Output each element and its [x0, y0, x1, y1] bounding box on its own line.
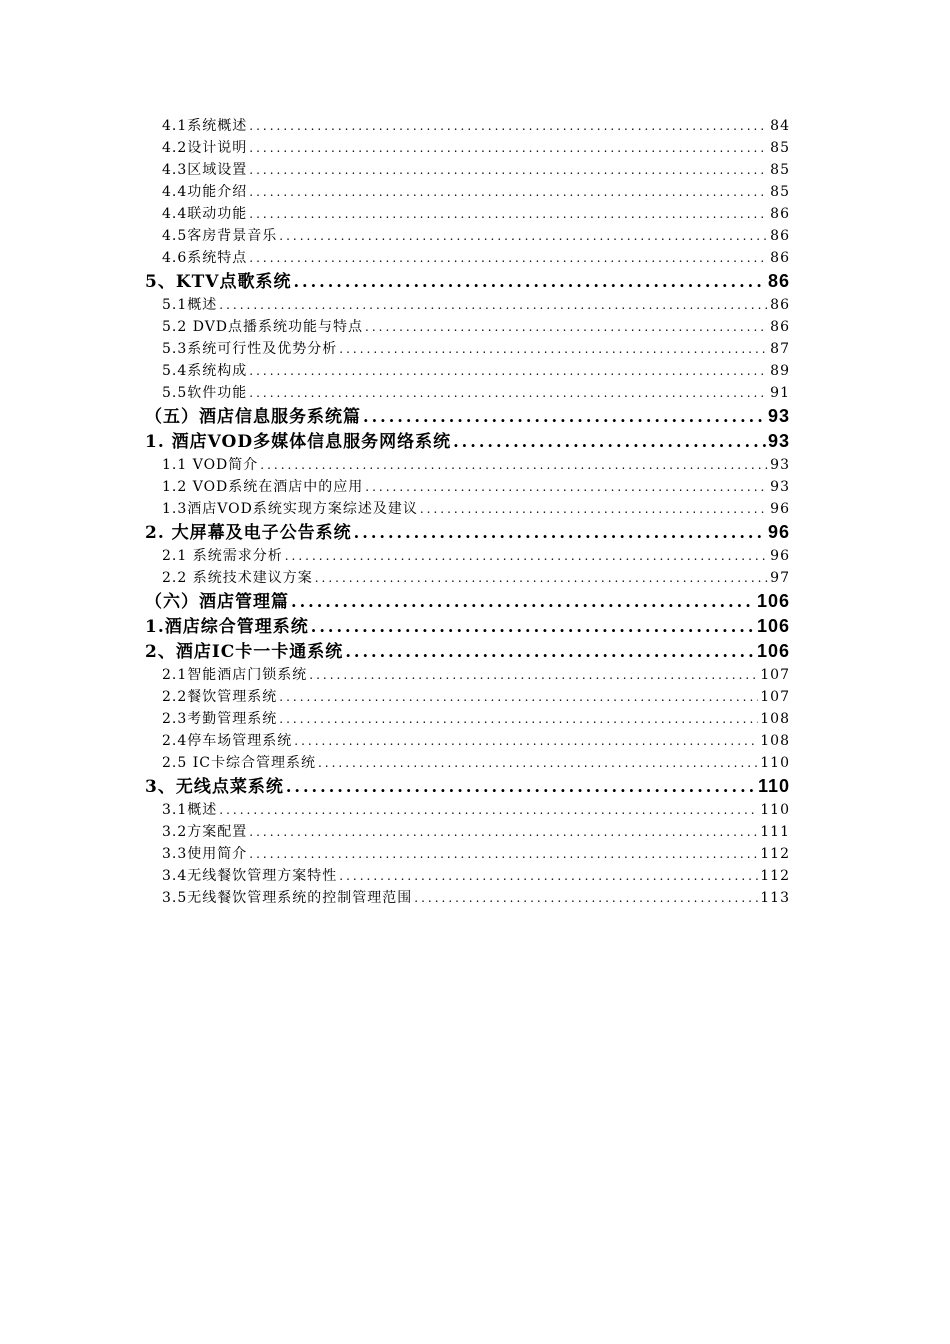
toc-entry-page-number: 110 — [760, 802, 790, 818]
toc-entry-page-number: 86 — [770, 250, 790, 266]
toc-entry-title: 4.1系统概述 — [162, 118, 248, 134]
toc-entry-title: 5.5软件功能 — [162, 385, 248, 401]
toc-heading-entry[interactable] — [145, 520, 790, 545]
toc-entry-page-number: 86 — [770, 228, 790, 244]
toc-entry[interactable] — [145, 203, 790, 225]
toc-entry[interactable] — [145, 454, 790, 476]
toc-entry-page-number: 96 — [770, 501, 790, 517]
dot-leader — [279, 686, 758, 708]
dot-leader — [249, 821, 758, 843]
toc-entry-page-number: 111 — [760, 824, 790, 840]
toc-entry-title: 5、KTV点歌系统 — [145, 272, 292, 292]
dot-leader — [339, 338, 768, 360]
toc-entry[interactable] — [145, 316, 790, 338]
toc-entry-title: 3、无线点菜系统 — [145, 777, 284, 797]
toc-entry-page-number: 84 — [770, 118, 790, 134]
toc-entry[interactable] — [145, 382, 790, 404]
toc-entry[interactable] — [145, 821, 790, 843]
toc-entry[interactable] — [145, 664, 790, 686]
dot-leader — [315, 567, 768, 589]
dot-leader — [365, 476, 768, 498]
dot-leader — [260, 454, 768, 476]
toc-entry-title: 4.2设计说明 — [162, 140, 248, 156]
toc-entry-title: 2.2餐饮管理系统 — [162, 689, 278, 705]
toc-entry-page-number: 86 — [770, 206, 790, 222]
dot-leader — [249, 137, 768, 159]
toc-entry-page-number: 106 — [756, 641, 790, 661]
toc-entry-page-number: 85 — [770, 184, 790, 200]
toc-entry[interactable] — [145, 865, 790, 887]
dot-leader — [249, 203, 768, 225]
toc-entry-title: 4.4功能介绍 — [162, 184, 248, 200]
toc-entry-title: 3.2方案配置 — [162, 824, 248, 840]
toc-entry-title: 1.1 VOD简介 — [162, 457, 259, 473]
toc-entry[interactable] — [145, 686, 790, 708]
toc-entry-page-number: 85 — [770, 140, 790, 156]
dot-leader — [453, 429, 766, 454]
dot-leader — [339, 865, 758, 887]
toc-entry-page-number: 96 — [770, 548, 790, 564]
dot-leader — [249, 159, 768, 181]
dot-leader — [279, 708, 758, 730]
toc-entry-title: 3.5无线餐饮管理系统的控制管理范围 — [162, 890, 413, 906]
dot-leader — [286, 774, 756, 799]
toc-heading-entry[interactable] — [145, 429, 790, 454]
toc-entry[interactable] — [145, 181, 790, 203]
dot-leader — [285, 545, 768, 567]
dot-leader — [249, 843, 758, 865]
table-of-contents — [145, 115, 790, 909]
dot-leader — [291, 589, 755, 614]
toc-heading-entry[interactable] — [145, 589, 790, 614]
dot-leader — [249, 115, 768, 137]
dot-leader — [279, 225, 768, 247]
toc-entry[interactable] — [145, 360, 790, 382]
toc-entry[interactable] — [145, 338, 790, 360]
toc-entry-page-number: 110 — [760, 755, 790, 771]
toc-entry[interactable] — [145, 498, 790, 520]
toc-entry-title: 4.6系统特点 — [162, 250, 248, 266]
dot-leader — [219, 799, 758, 821]
toc-entry-page-number: 97 — [770, 570, 790, 586]
toc-entry-page-number: 112 — [760, 868, 790, 884]
toc-entry-page-number: 106 — [756, 591, 790, 611]
toc-entry-title: 4.4联动功能 — [162, 206, 248, 222]
toc-entry-title: 2.1智能酒店门锁系统 — [162, 667, 308, 683]
toc-entry-title: 5.2 DVD点播系统功能与特点 — [162, 319, 364, 335]
toc-entry-title: 4.5客房背景音乐 — [162, 228, 278, 244]
toc-entry-page-number: 96 — [767, 522, 790, 542]
toc-entry[interactable] — [145, 730, 790, 752]
toc-entry-page-number: 93 — [767, 431, 790, 451]
toc-entry-title: 3.1概述 — [162, 802, 218, 818]
toc-heading-entry[interactable] — [145, 639, 790, 664]
dot-leader — [219, 294, 768, 316]
toc-entry-page-number: 89 — [770, 363, 790, 379]
toc-entry-title: （六）酒店管理篇 — [145, 592, 289, 612]
dot-leader — [249, 247, 768, 269]
toc-entry[interactable] — [145, 225, 790, 247]
toc-entry-page-number: 87 — [770, 341, 790, 357]
toc-entry-title: （五）酒店信息服务系统篇 — [145, 407, 361, 427]
dot-leader — [293, 269, 766, 294]
toc-entry-page-number: 108 — [760, 711, 790, 727]
toc-entry[interactable] — [145, 752, 790, 774]
toc-entry-page-number: 112 — [760, 846, 790, 862]
toc-entry-page-number: 106 — [756, 616, 790, 636]
toc-entry[interactable] — [145, 294, 790, 316]
dot-leader — [318, 752, 758, 774]
toc-entry-page-number: 85 — [770, 162, 790, 178]
toc-entry[interactable] — [145, 476, 790, 498]
toc-entry[interactable] — [145, 115, 790, 137]
toc-entry[interactable] — [145, 887, 790, 909]
toc-entry-title: 2.1 系统需求分析 — [162, 548, 283, 564]
toc-entry[interactable] — [145, 545, 790, 567]
toc-entry[interactable] — [145, 843, 790, 865]
toc-entry-title: 1.3酒店VOD系统实现方案综述及建议 — [162, 501, 418, 517]
toc-entry[interactable] — [145, 247, 790, 269]
toc-entry-title: 5.3系统可行性及优势分析 — [162, 341, 338, 357]
toc-entry-title: 1.2 VOD系统在酒店中的应用 — [162, 479, 364, 495]
toc-entry-page-number: 93 — [770, 479, 790, 495]
toc-entry-title: 3.4无线餐饮管理方案特性 — [162, 868, 338, 884]
toc-entry-title: 2.3考勤管理系统 — [162, 711, 278, 727]
toc-entry-page-number: 110 — [757, 776, 790, 796]
toc-entry-title: 1.酒店综合管理系统 — [145, 617, 309, 637]
dot-leader — [414, 887, 758, 909]
toc-entry-title: 5.4系统构成 — [162, 363, 248, 379]
dot-leader — [311, 614, 755, 639]
toc-entry-page-number: 86 — [770, 319, 790, 335]
dot-leader — [249, 181, 768, 203]
toc-entry-title: 4.3区域设置 — [162, 162, 248, 178]
toc-entry-page-number: 93 — [767, 406, 790, 426]
toc-entry-title: 2.5 IC卡综合管理系统 — [162, 755, 316, 771]
toc-entry-title: 2、酒店IC卡一卡通系统 — [145, 642, 344, 662]
toc-entry[interactable] — [145, 137, 790, 159]
toc-entry-title: 1. 酒店VOD多媒体信息服务网络系统 — [145, 432, 452, 452]
toc-heading-entry[interactable] — [145, 269, 790, 294]
dot-leader — [249, 360, 768, 382]
toc-entry-title: 3.3使用简介 — [162, 846, 248, 862]
toc-entry[interactable] — [145, 567, 790, 589]
toc-entry-title: 5.1概述 — [162, 297, 218, 313]
toc-entry-page-number: 93 — [770, 457, 790, 473]
toc-entry-page-number: 107 — [760, 667, 790, 683]
toc-entry-title: 2.4停车场管理系统 — [162, 733, 293, 749]
toc-entry-page-number: 91 — [770, 385, 790, 401]
dot-leader — [345, 639, 755, 664]
toc-entry[interactable] — [145, 799, 790, 821]
toc-entry[interactable] — [145, 159, 790, 181]
toc-heading-entry[interactable] — [145, 404, 790, 429]
dot-leader — [249, 382, 768, 404]
toc-heading-entry[interactable] — [145, 774, 790, 799]
toc-entry-title: 2.2 系统技术建议方案 — [162, 570, 313, 586]
dot-leader — [420, 498, 768, 520]
toc-entry-page-number: 108 — [760, 733, 790, 749]
dot-leader — [363, 404, 766, 429]
toc-entry-page-number: 113 — [760, 890, 790, 906]
toc-entry-page-number: 86 — [767, 271, 790, 291]
toc-entry-page-number: 86 — [770, 297, 790, 313]
toc-entry-title: 2. 大屏幕及电子公告系统 — [145, 523, 352, 543]
dot-leader — [354, 520, 766, 545]
dot-leader — [294, 730, 758, 752]
dot-leader — [309, 664, 758, 686]
dot-leader — [365, 316, 768, 338]
toc-heading-entry[interactable] — [145, 614, 790, 639]
toc-entry-page-number: 107 — [760, 689, 790, 705]
toc-entry[interactable] — [145, 708, 790, 730]
